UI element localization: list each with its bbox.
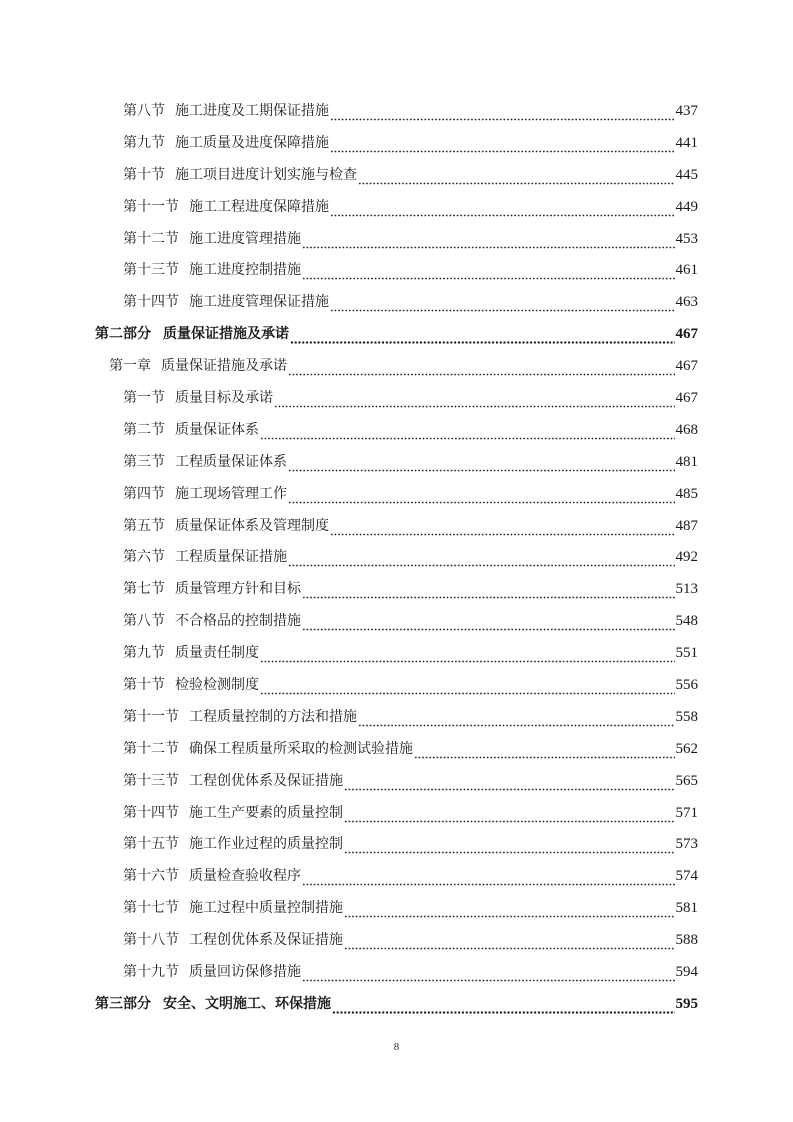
toc-section-entry[interactable] <box>0 191 793 223</box>
toc-entry-page: 481 <box>675 453 698 470</box>
toc-entry-number: 第五节 <box>123 517 165 534</box>
toc-entry-title: 工程创优体系及保证措施 <box>189 772 343 789</box>
toc-entry-title: 质量检查验收程序 <box>189 868 301 885</box>
table-of-contents <box>0 95 793 1020</box>
toc-entry-number: 第二部分 <box>95 326 151 343</box>
toc-entry-number: 第九节 <box>123 134 165 151</box>
toc-entry-label <box>123 197 329 217</box>
toc-entry-number: 第十一节 <box>123 198 179 215</box>
toc-entry-label <box>123 229 301 249</box>
toc-entry-label <box>123 260 301 280</box>
toc-entry-title: 工程创优体系及保证措施 <box>189 932 343 949</box>
toc-entry-title: 质量保证措施及承诺 <box>161 358 287 375</box>
toc-entry-page: 594 <box>675 963 698 980</box>
dot-leader <box>344 777 675 791</box>
dot-leader <box>288 553 675 567</box>
toc-entry-title: 施工进度管理保证措施 <box>189 294 329 311</box>
toc-section-entry[interactable] <box>0 127 793 159</box>
toc-entry-page: 441 <box>675 134 698 151</box>
toc-entry-number: 第十八节 <box>123 932 179 949</box>
dot-leader <box>302 968 675 982</box>
toc-entry-number: 第十九节 <box>123 963 179 980</box>
toc-entry-title: 质量目标及承诺 <box>175 389 273 406</box>
dot-leader <box>260 681 675 695</box>
dot-leader <box>302 872 675 886</box>
toc-entry-title: 质量保证措施及承诺 <box>163 326 289 343</box>
toc-entry-label <box>95 994 331 1014</box>
toc-entry-title: 施工进度控制措施 <box>189 262 301 279</box>
toc-entry-label <box>123 898 343 918</box>
toc-entry-number: 第三节 <box>123 453 165 470</box>
toc-entry-number: 第一节 <box>123 389 165 406</box>
toc-entry-page: 467 <box>675 358 698 375</box>
toc-entry-number: 第七节 <box>123 581 165 598</box>
toc-entry-label <box>123 643 259 663</box>
toc-entry-label <box>123 930 343 950</box>
toc-entry-label <box>123 707 357 727</box>
dot-leader <box>288 362 675 376</box>
toc-entry-page: 562 <box>675 740 698 757</box>
toc-entry-label <box>123 484 287 504</box>
toc-entry-page: 574 <box>675 868 698 885</box>
toc-entry-number: 第六节 <box>123 549 165 566</box>
toc-section-entry[interactable] <box>0 669 793 701</box>
toc-entry-title: 施工作业过程的质量控制 <box>189 836 343 853</box>
dot-leader <box>358 171 675 185</box>
toc-entry-page: 548 <box>675 613 698 630</box>
dot-leader <box>344 840 675 854</box>
toc-entry-title: 施工项目进度计划实施与检查 <box>175 166 357 183</box>
toc-section-entry[interactable] <box>0 446 793 478</box>
toc-entry-title: 确保工程质量所采取的检测试验措施 <box>189 740 413 757</box>
toc-entry-label <box>123 292 329 312</box>
toc-entry-number: 第十节 <box>123 676 165 693</box>
toc-part-entry[interactable] <box>0 318 793 350</box>
toc-entry-title: 不合格品的控制措施 <box>175 613 301 630</box>
toc-entry-number: 第一章 <box>109 358 151 375</box>
toc-entry-label <box>123 611 301 631</box>
toc-section-entry[interactable] <box>0 701 793 733</box>
toc-part-entry[interactable] <box>0 988 793 1020</box>
toc-section-entry[interactable] <box>0 286 793 318</box>
toc-entry-label <box>95 324 289 344</box>
toc-entry-title: 施工过程中质量控制措施 <box>189 900 343 917</box>
dot-leader <box>330 522 675 536</box>
toc-entry-title: 工程质量保证措施 <box>175 549 287 566</box>
dot-leader <box>414 745 675 759</box>
toc-entry-number: 第四节 <box>123 485 165 502</box>
toc-entry-number: 第十二节 <box>123 740 179 757</box>
toc-section-entry[interactable] <box>0 765 793 797</box>
toc-entry-label <box>123 834 343 854</box>
toc-entry-label <box>123 866 301 886</box>
toc-entry-number: 第十四节 <box>123 294 179 311</box>
toc-entry-number: 第十七节 <box>123 900 179 917</box>
dot-leader <box>330 107 675 121</box>
toc-section-entry[interactable] <box>0 733 793 765</box>
dot-leader <box>332 1000 675 1014</box>
toc-entry-page: 571 <box>675 804 698 821</box>
dot-leader <box>288 458 675 472</box>
toc-entry-page: 437 <box>675 102 698 119</box>
toc-entry-page: 445 <box>675 166 698 183</box>
toc-entry-label <box>123 547 287 567</box>
toc-entry-title: 质量保证体系 <box>175 421 259 438</box>
toc-entry-number: 第十一节 <box>123 708 179 725</box>
dot-leader <box>302 266 675 280</box>
toc-entry-title: 安全、文明施工、环保措施 <box>163 995 331 1012</box>
dot-leader <box>330 139 675 153</box>
toc-entry-number: 第十四节 <box>123 804 179 821</box>
toc-entry-number: 第十二节 <box>123 230 179 247</box>
toc-entry-page: 565 <box>675 772 698 789</box>
toc-entry-page: 558 <box>675 708 698 725</box>
toc-entry-number: 第十三节 <box>123 772 179 789</box>
toc-section-entry[interactable] <box>0 956 793 988</box>
dot-leader <box>302 585 675 599</box>
toc-entry-label <box>123 803 343 823</box>
toc-entry-number: 第十五节 <box>123 836 179 853</box>
toc-entry-page: 463 <box>675 294 698 311</box>
toc-entry-label <box>123 420 259 440</box>
toc-entry-number: 第三部分 <box>95 995 151 1012</box>
dot-leader <box>344 904 675 918</box>
toc-entry-page: 453 <box>675 230 698 247</box>
toc-entry-label <box>123 133 329 153</box>
toc-entry-label <box>123 452 287 472</box>
toc-entry-page: 588 <box>675 932 698 949</box>
page-number: 8 <box>393 1041 400 1053</box>
toc-section-entry[interactable] <box>0 637 793 669</box>
toc-entry-number: 第二节 <box>123 421 165 438</box>
toc-entry-label <box>123 579 301 599</box>
toc-entry-title: 施工进度管理措施 <box>189 230 301 247</box>
toc-section-entry[interactable] <box>0 860 793 892</box>
toc-entry-title: 工程质量控制的方法和措施 <box>189 708 357 725</box>
toc-entry-page: 513 <box>675 581 698 598</box>
toc-entry-title: 质量责任制度 <box>175 645 259 662</box>
toc-entry-title: 工程质量保证体系 <box>175 453 287 470</box>
toc-entry-title: 质量管理方针和目标 <box>175 581 301 598</box>
toc-entry-label <box>123 165 357 185</box>
toc-entry-page: 492 <box>675 549 698 566</box>
toc-section-entry[interactable] <box>0 414 793 446</box>
toc-entry-page: 449 <box>675 198 698 215</box>
toc-entry-label <box>123 101 329 121</box>
toc-entry-number: 第十节 <box>123 166 165 183</box>
toc-entry-title: 施工进度及工期保证措施 <box>175 102 329 119</box>
toc-section-entry[interactable] <box>0 159 793 191</box>
toc-entry-page: 487 <box>675 517 698 534</box>
dot-leader <box>344 936 675 950</box>
toc-entry-title: 施工生产要素的质量控制 <box>189 804 343 821</box>
toc-entry-page: 551 <box>675 645 698 662</box>
toc-section-entry[interactable] <box>0 605 793 637</box>
toc-entry-number: 第十三节 <box>123 262 179 279</box>
toc-chapter-entry[interactable] <box>0 350 793 382</box>
dot-leader <box>358 713 675 727</box>
toc-entry-title: 施工工程进度保障措施 <box>189 198 329 215</box>
toc-entry-title: 质量回访保修措施 <box>189 963 301 980</box>
toc-entry-title: 检验检测制度 <box>175 676 259 693</box>
dot-leader <box>290 330 675 344</box>
toc-entry-number: 第八节 <box>123 102 165 119</box>
toc-entry-label <box>123 388 273 408</box>
toc-entry-page: 467 <box>675 326 698 343</box>
dot-leader <box>288 490 675 504</box>
toc-entry-page: 595 <box>675 995 698 1012</box>
toc-section-entry[interactable] <box>0 223 793 255</box>
dot-leader <box>260 649 675 663</box>
toc-entry-title: 施工质量及进度保障措施 <box>175 134 329 151</box>
toc-entry-title: 施工现场管理工作 <box>175 485 287 502</box>
dot-leader <box>260 426 675 440</box>
toc-entry-page: 573 <box>675 836 698 853</box>
dot-leader <box>330 203 675 217</box>
toc-section-entry[interactable] <box>0 797 793 829</box>
toc-entry-number: 第十六节 <box>123 868 179 885</box>
toc-entry-page: 556 <box>675 676 698 693</box>
dot-leader <box>302 617 675 631</box>
toc-entry-page: 461 <box>675 262 698 279</box>
toc-section-entry[interactable] <box>0 254 793 286</box>
toc-section-entry[interactable] <box>0 510 793 542</box>
toc-section-entry[interactable] <box>0 892 793 924</box>
toc-section-entry[interactable] <box>0 924 793 956</box>
toc-entry-label <box>123 675 259 695</box>
toc-entry-label <box>123 771 343 791</box>
dot-leader <box>344 809 675 823</box>
toc-section-entry[interactable] <box>0 382 793 414</box>
toc-entry-page: 581 <box>675 900 698 917</box>
toc-section-entry[interactable] <box>0 95 793 127</box>
dot-leader <box>302 235 675 249</box>
toc-entry-label <box>123 516 329 536</box>
toc-entry-number: 第九节 <box>123 645 165 662</box>
toc-entry-title: 质量保证体系及管理制度 <box>175 517 329 534</box>
toc-section-entry[interactable] <box>0 573 793 605</box>
dot-leader <box>274 394 675 408</box>
dot-leader <box>330 298 675 312</box>
toc-section-entry[interactable] <box>0 478 793 510</box>
toc-entry-page: 467 <box>675 389 698 406</box>
toc-entry-label <box>109 356 287 376</box>
toc-entry-label <box>123 962 301 982</box>
toc-section-entry[interactable] <box>0 541 793 573</box>
toc-entry-number: 第八节 <box>123 613 165 630</box>
toc-entry-page: 468 <box>675 421 698 438</box>
toc-section-entry[interactable] <box>0 828 793 860</box>
toc-entry-label <box>123 739 413 759</box>
toc-entry-page: 485 <box>675 485 698 502</box>
